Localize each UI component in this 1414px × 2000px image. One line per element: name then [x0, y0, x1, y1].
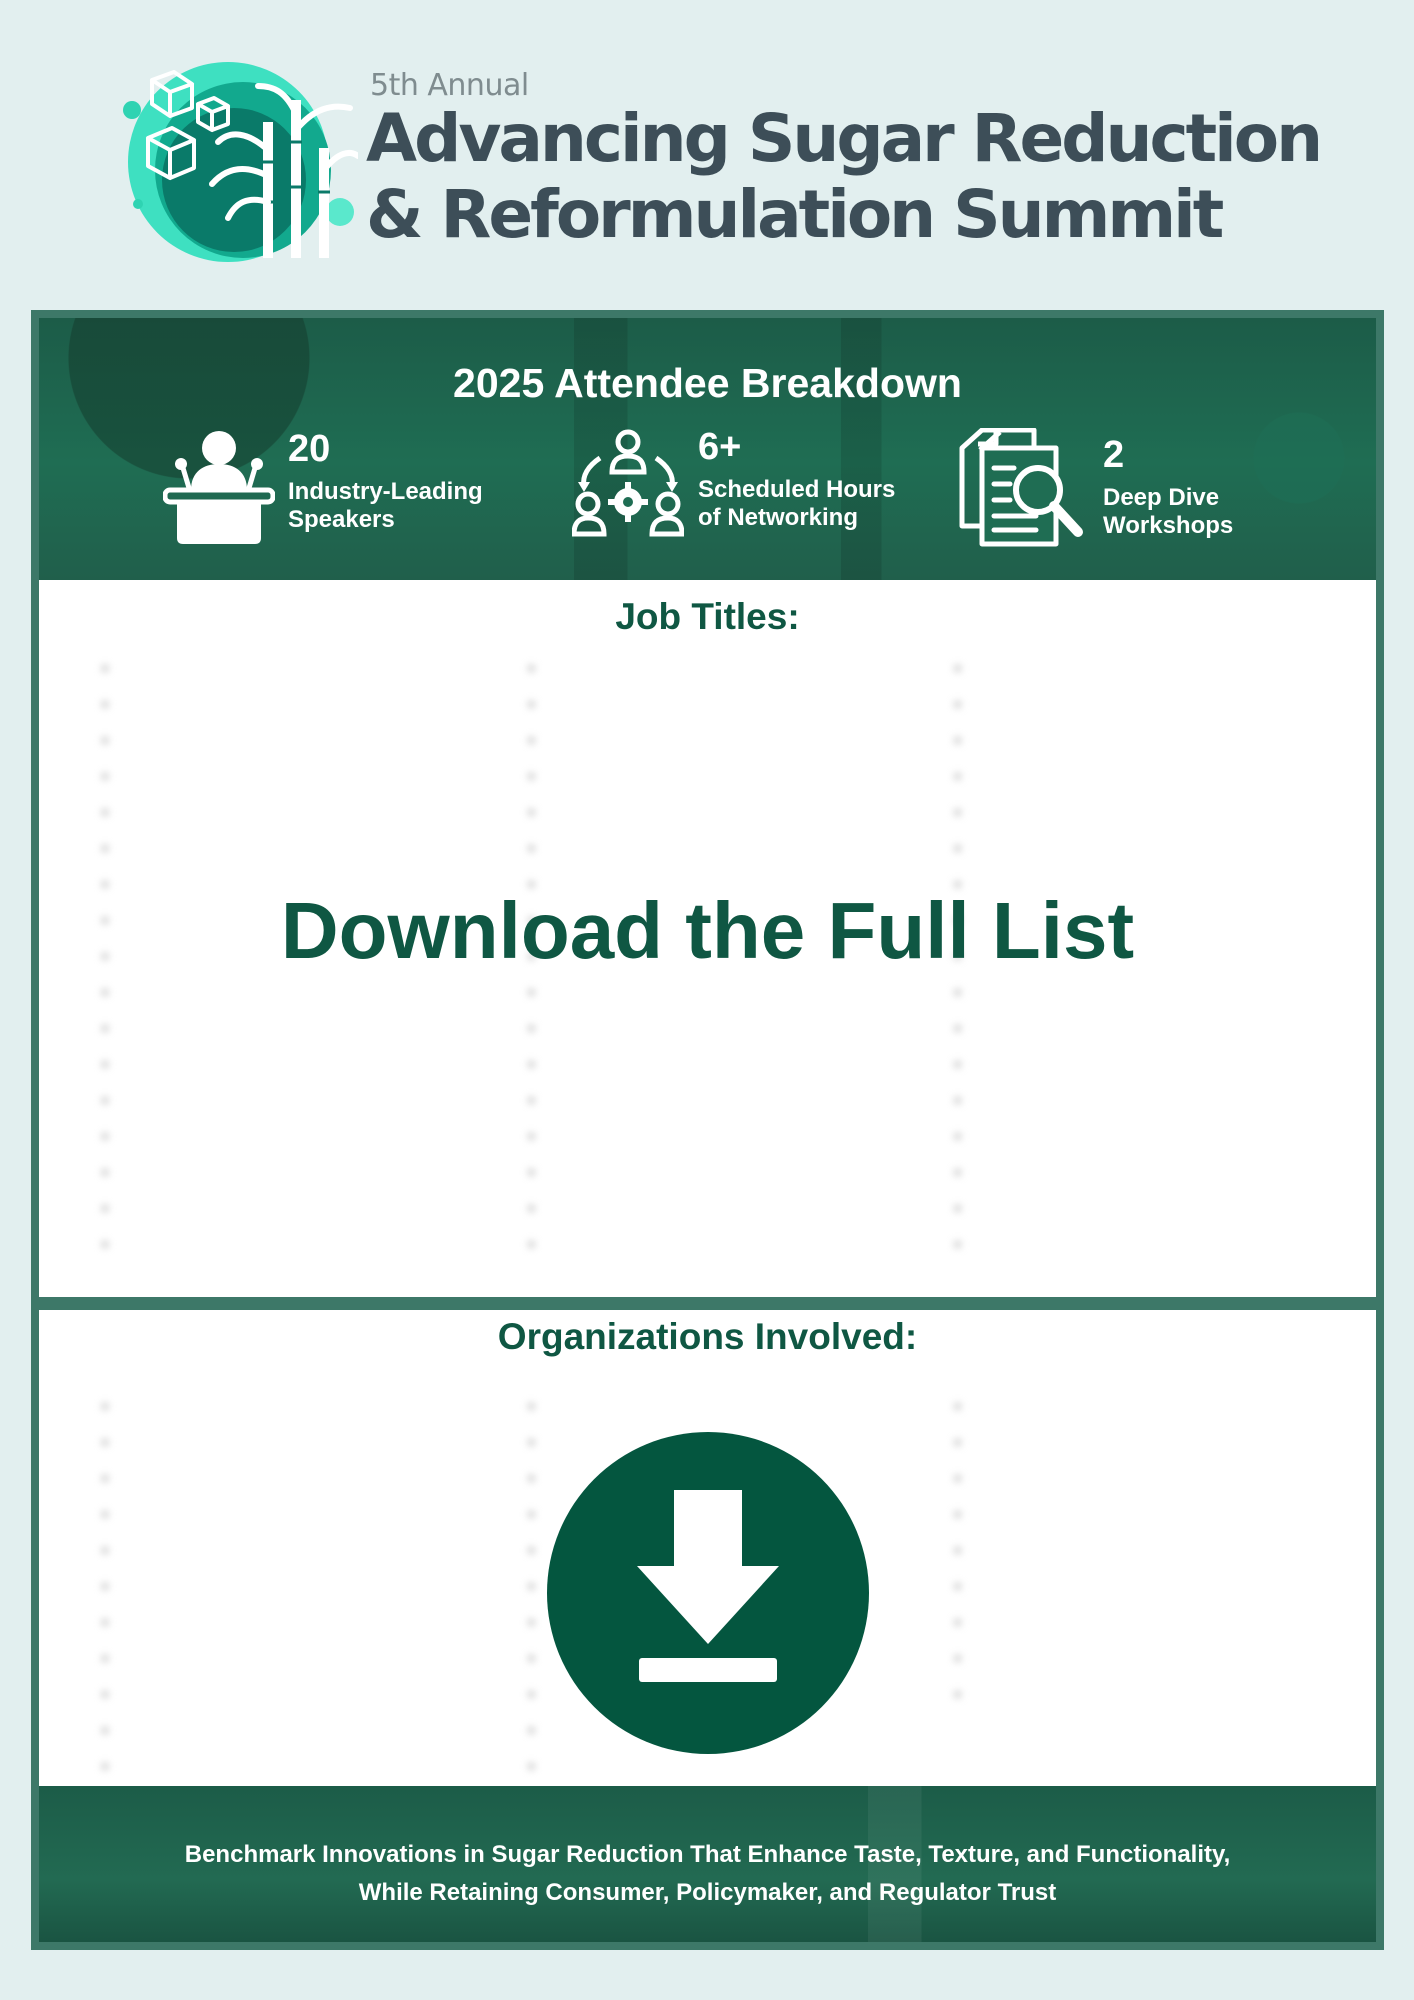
- job-titles-section: [39, 580, 1376, 1297]
- stat-networking-number: 6+: [698, 426, 742, 468]
- organizations-heading: Organizations Involved:: [497, 1316, 918, 1357]
- stat-workshops-number: 2: [1103, 434, 1125, 476]
- stat-networking-label-line1: Scheduled Hours: [698, 476, 896, 503]
- tagline: [39, 1836, 1376, 1912]
- stat-workshops-label-line2: Workshops: [1103, 512, 1234, 539]
- job-titles-heading: Job Titles:: [615, 596, 800, 637]
- stat-networking-label-line2: of Networking: [698, 504, 858, 531]
- edition-label: 5th Annual: [370, 68, 529, 103]
- download-full-list-link[interactable]: Download the Full List: [280, 886, 1135, 975]
- tagline-line-2: While Retaining Consumer, Policymaker, and Regulator Trust: [358, 1879, 1057, 1906]
- speaker-podium-icon: [163, 428, 275, 548]
- stat-workshops-label-line1: Deep Dive: [1103, 484, 1220, 511]
- stat-networking-label: [698, 476, 895, 532]
- organizations-column: [950, 1388, 1346, 1784]
- stats-title: 2025 Attendee Breakdown: [453, 360, 962, 406]
- summit-title-line-1: Advancing Sugar Reduction: [366, 100, 1321, 177]
- stat-speakers-label-line2: Speakers: [288, 506, 395, 533]
- stat-speakers-number: 20: [288, 428, 331, 470]
- attendee-stats-panel: [39, 318, 1376, 580]
- summit-logo: [118, 52, 358, 272]
- stat-speakers-label: [288, 478, 483, 534]
- organizations-section: [39, 1310, 1376, 1786]
- summit-title-line-2: & Reformulation Summit: [366, 176, 1222, 253]
- document-search-icon: [956, 428, 1086, 548]
- download-button[interactable]: [547, 1432, 869, 1754]
- download-icon: [547, 1432, 869, 1754]
- networking-icon: [572, 428, 684, 544]
- content-frame: [31, 310, 1384, 1950]
- stat-speakers-label-line1: Industry-Leading: [288, 478, 483, 505]
- stat-workshops-label: [1103, 484, 1233, 540]
- tagline-line-1: Benchmark Innovations in Sugar Reduction That Enhance Taste, Texture, and Functionality,: [184, 1841, 1231, 1868]
- tagline-band: [39, 1786, 1376, 1942]
- organizations-column: [97, 1388, 493, 1784]
